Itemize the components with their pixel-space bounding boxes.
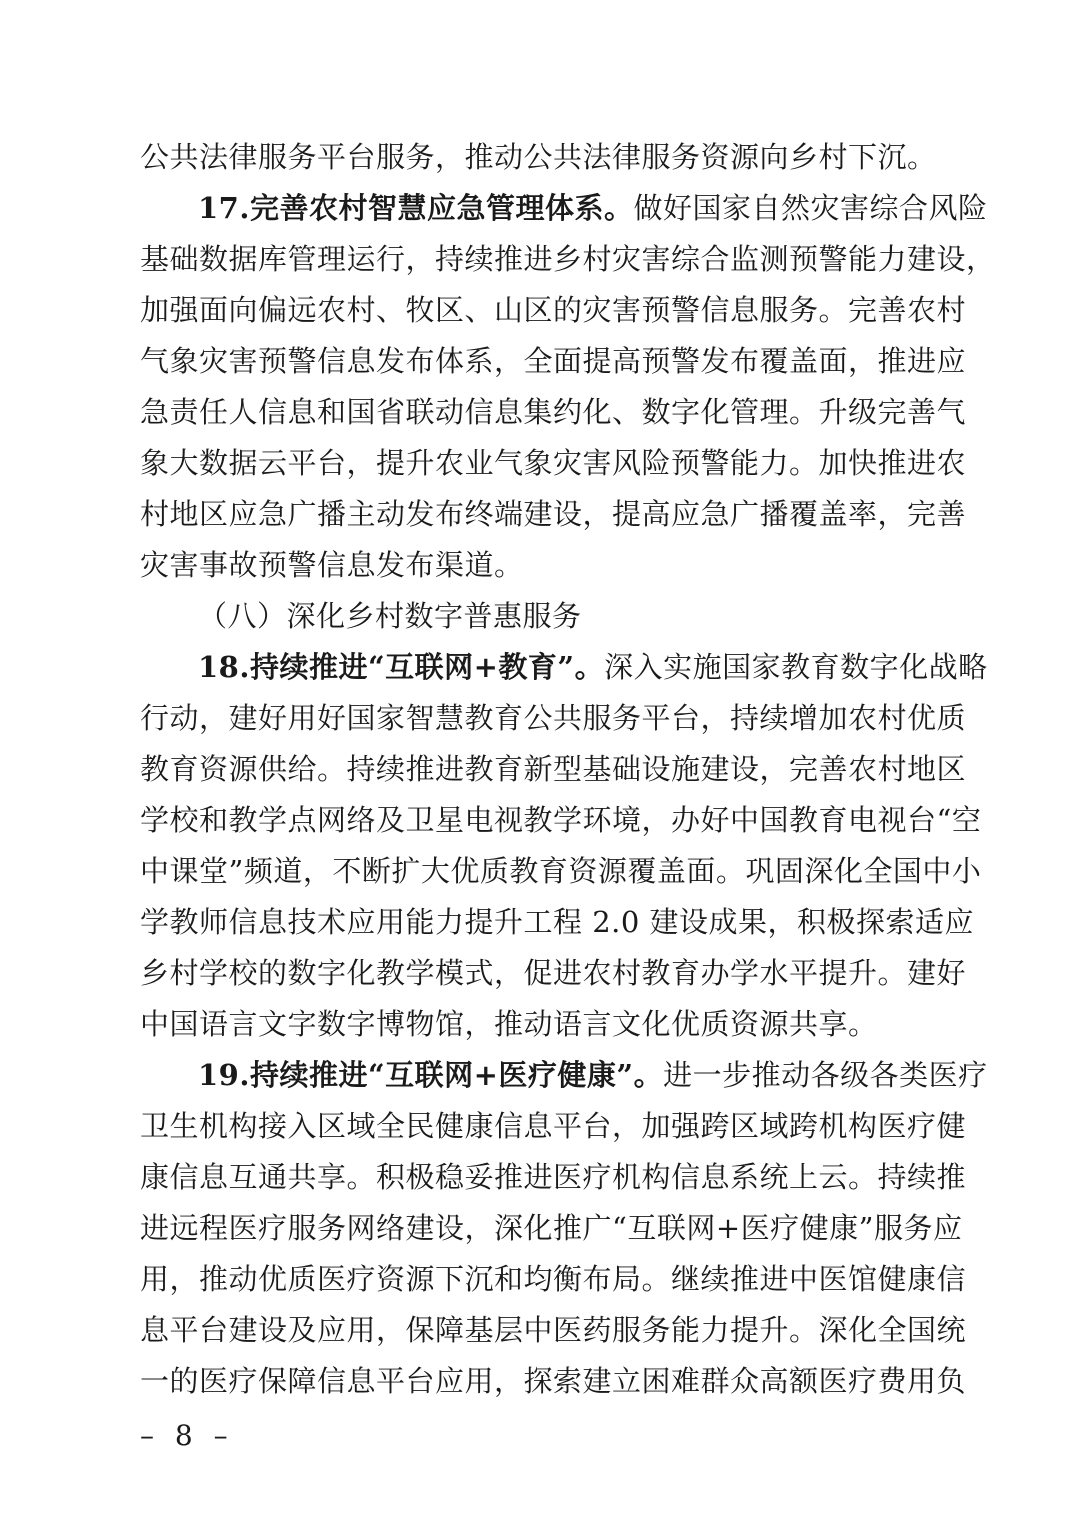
paragraph-17-line-4: 气象灾害预警信息发布体系，全面提高预警发布覆盖面，推进应 (140, 344, 967, 378)
paragraph-19-line-1 (140, 1050, 988, 1101)
paragraph-18-line-8: 中国语言文字数字博物馆，推动语言文化优质资源共享。 (140, 1007, 878, 1041)
paragraph-18-line-5: 中课堂”频道，不断扩大优质教育资源覆盖面。巩固深化全国中小 (140, 854, 982, 888)
paragraph-19-line-3: 康信息互通共享。积极稳妥推进医疗机构信息系统上云。持续推 (140, 1160, 967, 1194)
paragraph-17-line-8: 灾害事故预警信息发布渠道。 (140, 548, 524, 582)
paragraph-17-line-6: 象大数据云平台，提升农业气象灾害风险预警能力。加快推进农 (140, 446, 967, 480)
paragraph-17-line-2: 基础数据库管理运行，持续推进乡村灾害综合监测预警能力建设， (140, 242, 996, 276)
document-body (140, 132, 996, 1407)
paragraph-19-line-5: 用，推动优质医疗资源下沉和均衡布局。继续推进中医馆健康信 (140, 1262, 967, 1296)
paragraph-continuation-line: 公共法律服务平台服务，推动公共法律服务资源向乡村下沉。 (140, 140, 937, 174)
paragraph-17-line-1-text: 做好国家自然灾害综合风险 (633, 191, 988, 225)
paragraph-18-heading: 18.持续推进“互联网+教育”。 (198, 650, 605, 684)
page-number: – 8 – (140, 1419, 234, 1452)
paragraph-18-line-4: 学校和教学点网络及卫星电视教学环境，办好中国教育电视台“空 (140, 803, 982, 837)
paragraph-19-heading: 19.持续推进“互联网+医疗健康”。 (198, 1058, 664, 1092)
paragraph-19-line-4: 进远程医疗服务网络建设，深化推广“互联网+医疗健康”服务应 (140, 1211, 963, 1245)
paragraph-18-line-7: 乡村学校的数字化教学模式，促进农村教育办学水平提升。建好 (140, 956, 967, 990)
paragraph-18-line-6: 学教师信息技术应用能力提升工程 2.0 建设成果，积极探索适应 (140, 905, 975, 939)
paragraph-17-line-5: 急责任人信息和国省联动信息集约化、数字化管理。升级完善气 (140, 395, 967, 429)
paragraph-19-line-6: 息平台建设及应用，保障基层中医药服务能力提升。深化全国统 (140, 1313, 967, 1347)
paragraph-19-line-1-text: 进一步推动各级各类医疗 (663, 1058, 988, 1092)
paragraph-18-line-2: 行动，建好用好国家智慧教育公共服务平台，持续增加农村优质 (140, 701, 967, 735)
paragraph-17-line-1 (140, 183, 988, 234)
paragraph-17-heading: 17.完善农村智慧应急管理体系。 (198, 191, 634, 225)
paragraph-18-line-3: 教育资源供给。持续推进教育新型基础设施建设，完善农村地区 (140, 752, 967, 786)
paragraph-18-line-1-text: 深入实施国家教育数字化战略 (604, 650, 988, 684)
paragraph-18-line-1 (140, 642, 988, 693)
paragraph-19-line-2: 卫生机构接入区域全民健康信息平台，加强跨区域跨机构医疗健 (140, 1109, 967, 1143)
section-8-title: （八）深化乡村数字普惠服务 (198, 599, 582, 633)
paragraph-17-line-7: 村地区应急广播主动发布终端建设，提高应急广播覆盖率，完善 (140, 497, 967, 531)
paragraph-19-line-7: 一的医疗保障信息平台应用，探索建立困难群众高额医疗费用负 (140, 1364, 967, 1398)
paragraph-17-line-3: 加强面向偏远农村、牧区、山区的灾害预警信息服务。完善农村 (140, 293, 967, 327)
